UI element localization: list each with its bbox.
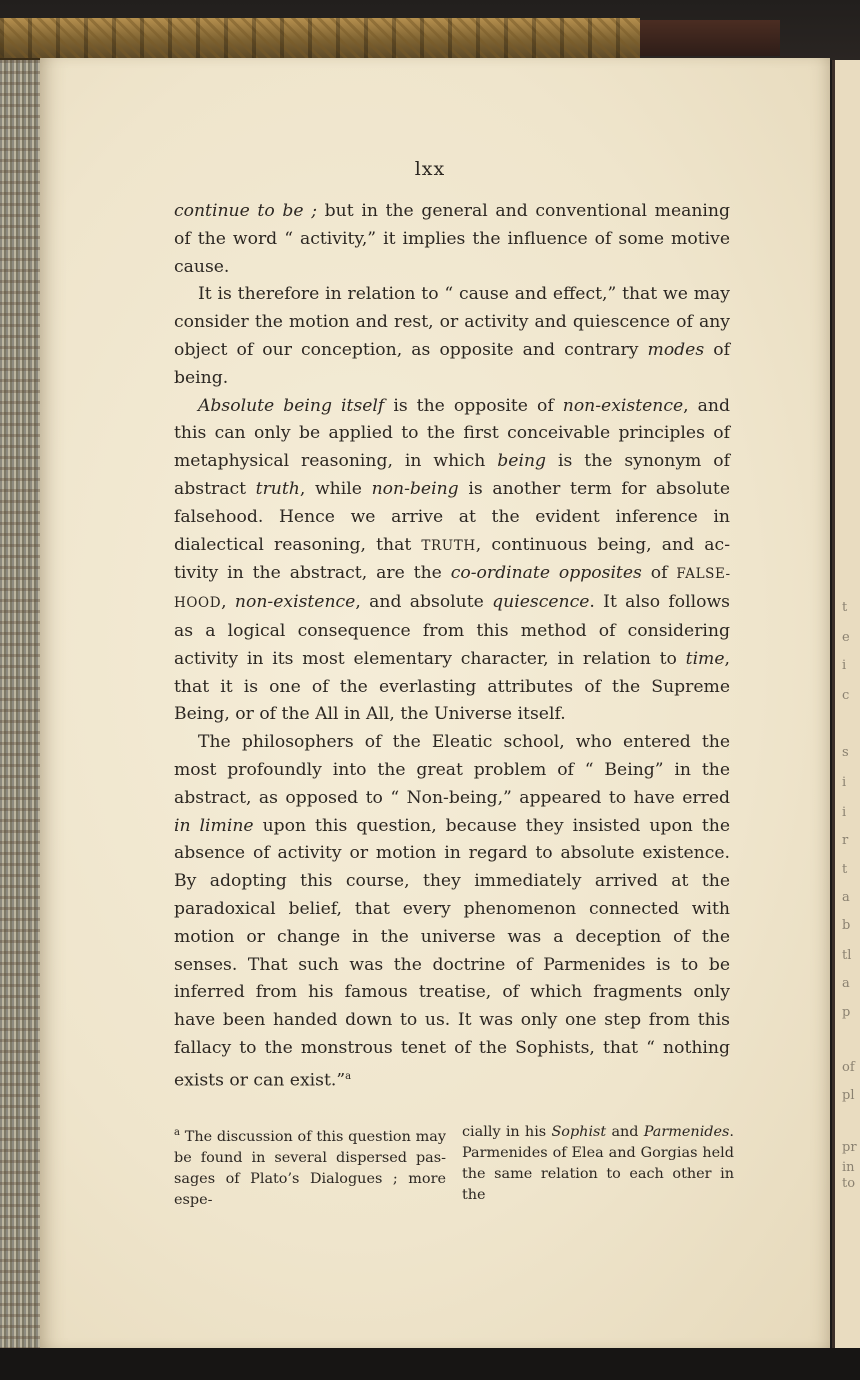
text-run: It is therefore in relation to “ cause and effect,” that we may consider the motion and rest, or activity and quiescence of any object of our conception, as opposite and contrary [174, 284, 730, 360]
paragraph [174, 198, 730, 281]
bleed-letter: pr [842, 1140, 857, 1155]
text-run: , [221, 592, 235, 613]
adjacent-page-strip [832, 60, 860, 1350]
scan-background-bottom [0, 1348, 860, 1380]
text-run: TRUTH [421, 537, 476, 554]
italic-text: quiescence [492, 592, 590, 613]
footnote-marker: a [174, 1127, 180, 1138]
text-run: FALSEHOOD [174, 566, 730, 612]
italic-text: truth [255, 478, 300, 499]
text-run: is the synonym of abstract [174, 451, 730, 499]
bleed-letter: i [842, 775, 847, 790]
italic-text: Absolute being itself [198, 395, 385, 416]
italic-text: co-ordinate opposites [450, 563, 642, 584]
text-run: . It also follows as a logical consequence from this method of considering activity in its most elementary character, in relation to [174, 592, 730, 669]
bleed-letter: a [842, 976, 850, 991]
bleed-letter: of [842, 1060, 855, 1075]
text-run: cially in his [462, 1124, 552, 1140]
bleed-letter: r [842, 833, 849, 848]
bleed-letter: i [842, 805, 847, 820]
italic-text: non-existence [562, 395, 684, 416]
text-run: but in the general and conventional meaning of the word “ activity,” it implies the influence of some motive cause. [174, 201, 730, 277]
text-run: The discussion of this question may be found in several dispersed passages of Plato’s Dialogues ; more espe- [174, 1128, 446, 1208]
paragraph [174, 393, 730, 730]
paragraph [174, 281, 730, 392]
italic-text: continue to be ; [174, 201, 317, 221]
bleed-letter: a [842, 890, 850, 905]
text-run: is another term for absolute falsehood. Hence we arrive at the evident inference in dialectical reasoning, that [174, 478, 730, 555]
text-run: and [606, 1124, 644, 1140]
text-run: The philosophers of the Eleatic school, who entered the most profoundly into the great problem of “ Being” in the abstract, as opposed to “ Non-being,” appeared to have erred [174, 732, 730, 808]
bleed-letter: in [842, 1160, 855, 1175]
italic-text: in limine [174, 815, 254, 836]
main-text-block [174, 198, 730, 1095]
bleed-letter: t [842, 862, 848, 877]
text-run: , and this can only be applied to the first conceivable principles of metaphysical reasoning, in which [174, 395, 730, 472]
italic-text: being [497, 451, 547, 472]
text-run: upon this question, because they insisted upon the absence of activity or motion in regard to absolute existence. By adopting this course, they immediately arrived at the paradoxical belief, that every phenomenon connected with motion or change in the universe was a deception of the senses. That such was the doctrine of Parmenides is to be inferred from his famous treatise, of which fragments only have been handed down to us. It was only one step from this fallacy to the monstrous tenet of the Sophists, that “ nothing exists or can exist.” [174, 815, 731, 1091]
footnote-marker: a [345, 1070, 352, 1082]
paragraph [174, 729, 730, 1095]
bleed-letter: pl [842, 1088, 855, 1103]
bleed-letter: c [842, 688, 850, 703]
text-run: , and absolute [355, 592, 493, 613]
bleed-letter: b [842, 918, 851, 933]
italic-text: Sophist [551, 1124, 607, 1140]
bleed-letter: tl [842, 948, 852, 963]
bleed-letter: i [842, 658, 847, 673]
gilt-ornament-border [0, 18, 640, 60]
text-run: , that it is one of the everlasting attributes of the Supreme Being, or of the All in All, the Universe itself. [174, 648, 730, 725]
italic-text: non-being [371, 478, 459, 499]
footnote-left-column [174, 1122, 446, 1211]
binding-edge [640, 20, 780, 56]
italic-text: Parmenides [643, 1124, 730, 1140]
bleed-letter: p [842, 1005, 851, 1020]
page-number: lxx [414, 158, 446, 180]
bleed-letter: s [842, 745, 849, 760]
italic-text: modes [647, 339, 705, 360]
text-run: , continuous being, and activity in the abstract, are the [174, 534, 730, 584]
text-run: is the opposite of [384, 395, 563, 416]
text-run: of [641, 563, 677, 584]
bleed-letter: e [842, 630, 850, 645]
text-run: , while [299, 478, 372, 499]
footnote-right-column [462, 1122, 734, 1206]
text-run: . Parmenides of Elea and Gorgias held the same relation to each other in the [462, 1124, 734, 1203]
bleed-letter: t [842, 600, 848, 615]
text-run: of being. [174, 339, 730, 388]
bleed-letter: to [842, 1176, 856, 1191]
italic-text: time [685, 648, 725, 669]
italic-text: non-existence [234, 592, 356, 613]
